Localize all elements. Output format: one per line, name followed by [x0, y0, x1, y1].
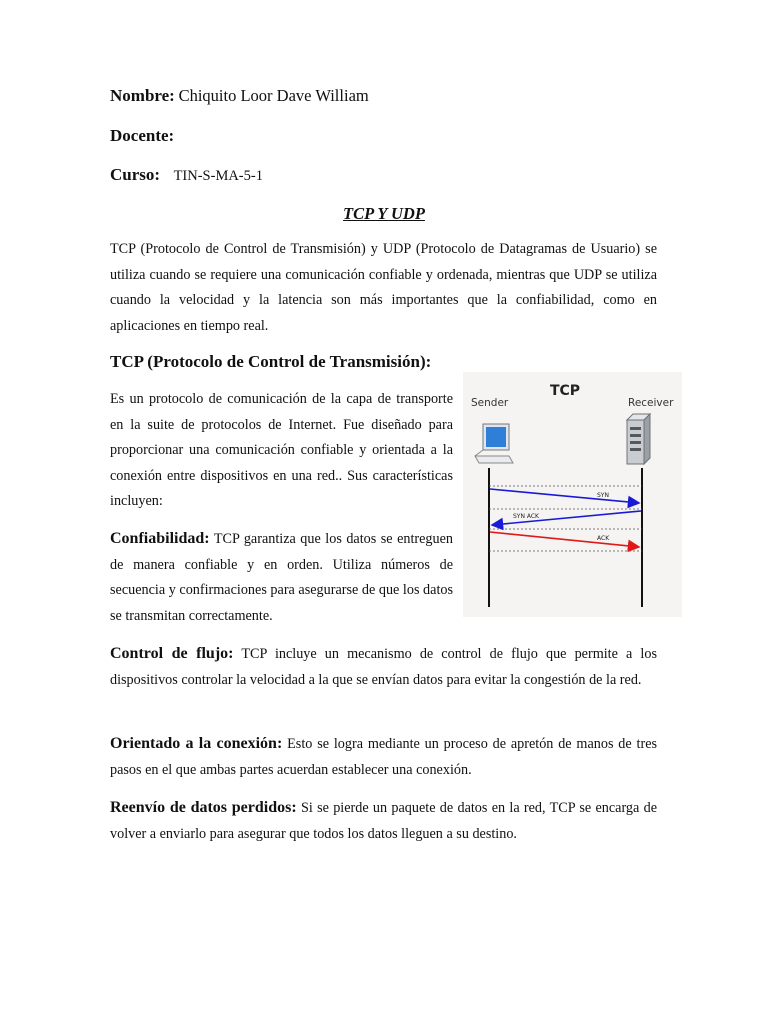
nombre-label: Nombre: — [110, 86, 175, 105]
tcp-description: Es un protocolo de comunicación de la capa de transporte en la suite de protocolos de Internet. Fue diseñado para proporcionar una comunicación confiable y orientada a la conexión entre dispositivos en una red.. Sus características incluyen: — [110, 391, 453, 509]
document-title: TCP Y UDP — [343, 204, 425, 223]
tcp-heading: TCP (Protocolo de Control de Transmisión): — [110, 352, 432, 371]
feature-text: TCP garantiza que los datos se entreguen de manera confiable y en orden. Utiliza números de secuencia y confirmaciones para asegurarse de que los datos se transmitan correctamente. — [110, 531, 454, 624]
ack-label: ACK — [597, 535, 610, 542]
feature-label: Orientado a la conexión: — [110, 735, 283, 752]
docente-label: Docente: — [110, 126, 175, 145]
feature-label: Reenvío de datos perdidos: — [110, 799, 297, 816]
curso-line — [110, 165, 263, 185]
feature-text: TCP incluye un mecanismo de control de flujo que permite a los dispositivos controlar la velocidad a la que se envían datos para evitar la congestión de la red. — [110, 646, 657, 688]
laptop-icon — [475, 424, 513, 463]
feature-text: Si se pierde un paquete de datos en la red, TCP se encarga de volver a enviarlo para asegurar que todos los datos lleguen a su destino. — [110, 800, 658, 842]
server-icon — [627, 414, 650, 464]
ack-arrow — [490, 532, 639, 547]
feature-confiabilidad — [110, 526, 453, 629]
tcp-handshake-figure — [463, 372, 682, 617]
docente-line — [110, 126, 174, 146]
nombre-value: Chiquito Loor Dave William — [178, 86, 369, 105]
curso-label: Curso: — [110, 165, 161, 184]
feature-text: Esto se logra mediante un proceso de apretón de manos de tres pasos en el que ambas partes acuerdan establecer una conexión. — [110, 736, 658, 778]
receiver-label: Receiver — [628, 397, 674, 409]
feature-label: Control de flujo: — [110, 645, 234, 662]
curso-value: TIN-S-MA-5-1 — [173, 168, 263, 184]
feature-label: Confiabilidad: — [110, 530, 210, 547]
tcp-diagram — [463, 372, 682, 617]
feature-orientado — [110, 731, 657, 783]
feature-control-flujo — [110, 641, 657, 693]
syn-label: SYN — [597, 492, 609, 499]
feature-reenvio — [110, 795, 657, 847]
figure-title: TCP — [549, 383, 581, 399]
nombre-line — [110, 86, 369, 106]
intro-paragraph: TCP (Protocolo de Control de Transmisión) y UDP (Protocolo de Datagramas de Usuario) se utiliza cuando se requiere una comunicación confiable y ordenada, mientras que UDP se utiliza cuando la velocidad y la latencia son más importantes que la confiabilidad, como en aplicaciones en tiempo real. — [110, 241, 657, 334]
sender-label: Sender — [471, 397, 509, 409]
syn-arrow — [490, 489, 639, 503]
syn-ack-label: SYN ACK — [513, 513, 539, 520]
